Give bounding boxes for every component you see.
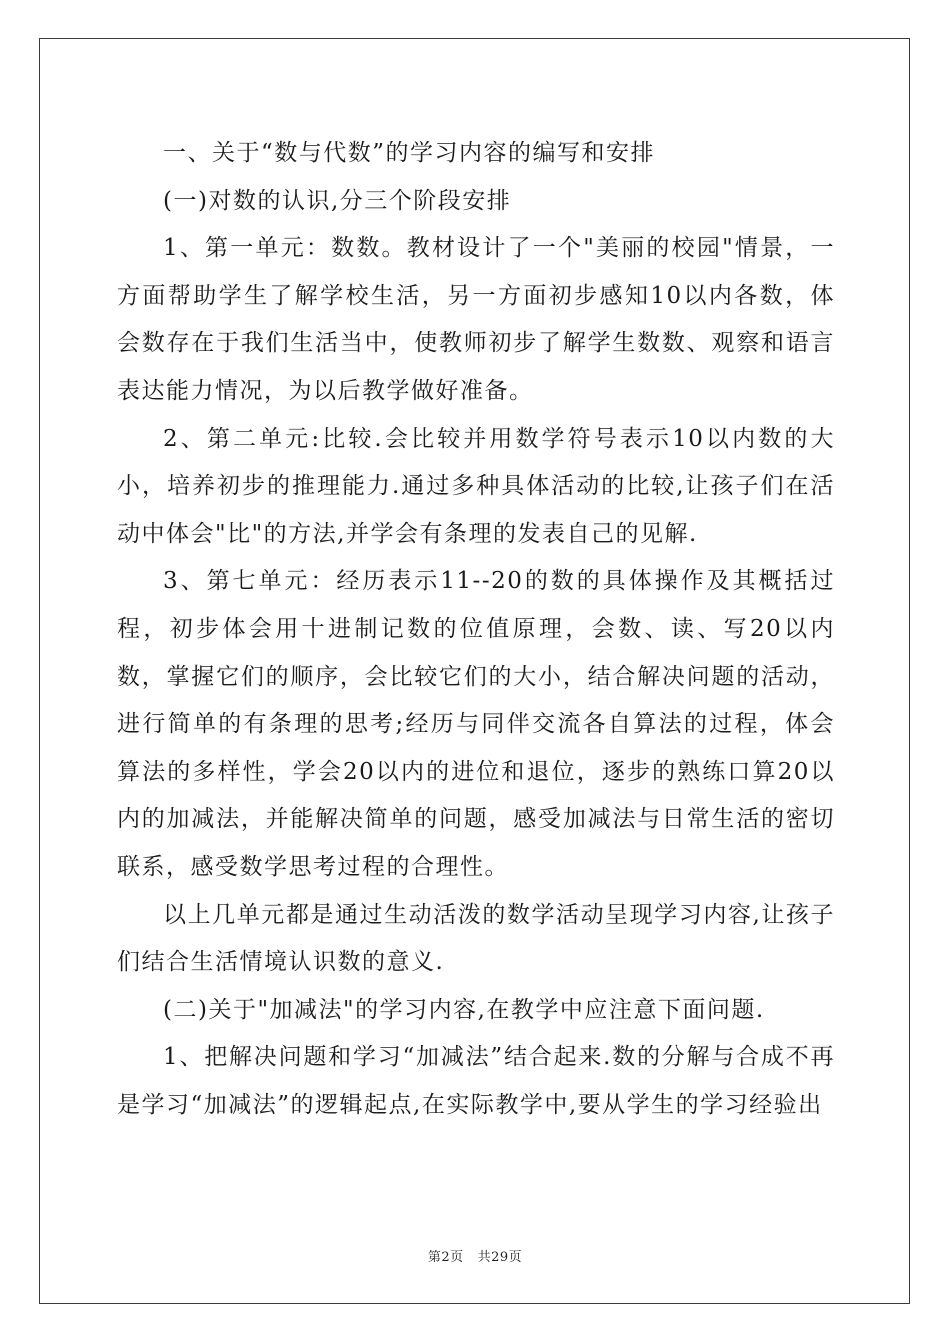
paragraph-summary: 以上几单元都是通过生动活泼的数学活动呈现学习内容,让孩子们结合生活情境认识数的意义. (117, 901, 835, 976)
page-footer (0, 1246, 950, 1265)
section-heading: 一、关于“数与代数”的学习内容的编写和安排 (163, 140, 656, 166)
subsection-heading: (一)对数的认识,分三个阶段安排 (163, 187, 512, 214)
document-body (117, 130, 835, 1129)
paragraph-unit-one: 1、第一单元：数数。教材设计了一个"美丽的校园"情景，一方面帮助学生了解学校生活，另一方面初步感知10以内各数，体会数存在于我们生活当中，使教师初步了解学生数数、观察和语言表达能力情况，为以后教学做好准备。 (117, 235, 835, 404)
paragraph-unit-two: 2、第二单元:比较.会比较并用数学符号表示10以内数的大小，培养初步的推理能力.通过多种具体活动的比较,让孩子们在活动中体会"比"的方法,并学会有条理的发表自己的见解. (117, 425, 835, 547)
subsection-heading-addition: (二)关于"加减法"的学习内容,在教学中应注意下面问题. (163, 996, 765, 1023)
page-number: 第2页 (427, 1250, 464, 1265)
paragraph-addition-point-one: 1、把解决问题和学习“加减法”结合起来.数的分解与合成不再是学习“加减法”的逻辑起点,在实际教学中,要从学生的学习经验出 (117, 1044, 835, 1118)
total-pages: 共29页 (477, 1250, 523, 1265)
paragraph-unit-seven: 3、第七单元：经历表示11--20的数的具体操作及其概括过程，初步体会用十进制记数的位值原理，会数、读、写20以内数，掌握它们的顺序，会比较它们的大小，结合解决问题的活动，进行简单的有条理的思考;经历与同伴交流各自算法的过程，体会算法的多样性，学会20以内的进位和退位，逐步的熟练口算20以内的加减法，并能解决简单的问题，感受加减法与日常生活的密切联系，感受数学思考过程的合理性。 (117, 568, 835, 880)
